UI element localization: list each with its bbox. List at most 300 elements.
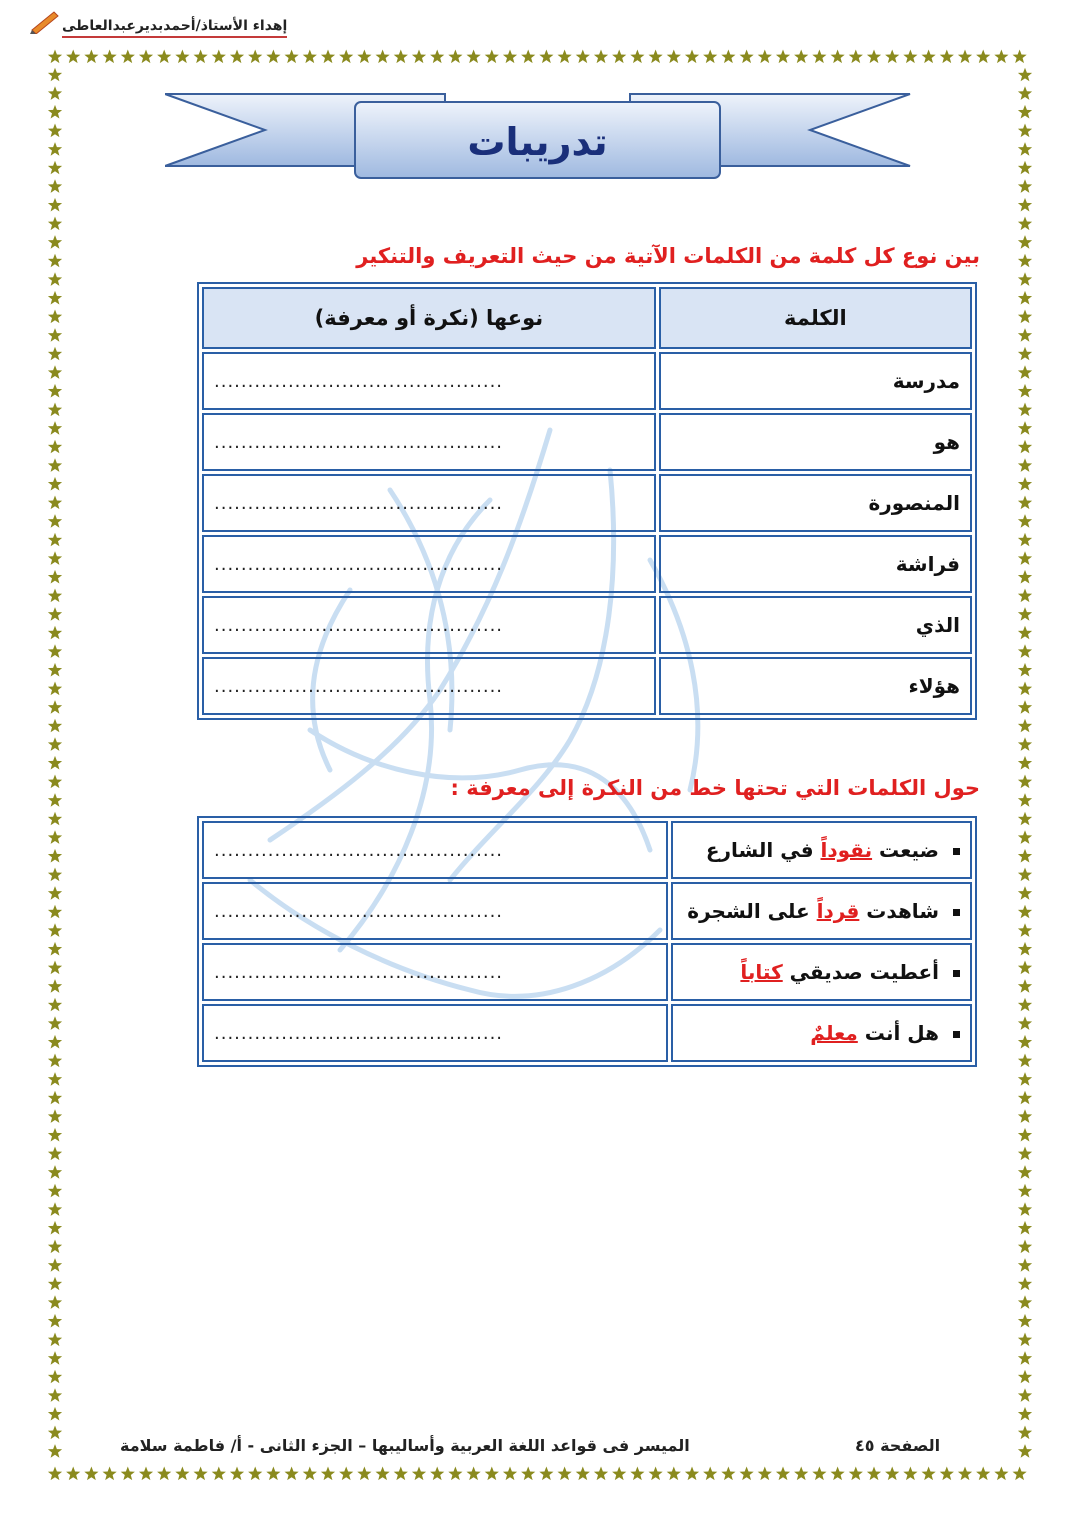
border-star	[703, 1467, 717, 1481]
border-star	[412, 50, 426, 64]
border-star	[1018, 961, 1032, 975]
border-star	[48, 905, 62, 919]
border-star	[994, 1467, 1008, 1481]
table-row	[202, 821, 972, 879]
border-star	[1018, 1426, 1032, 1440]
table-row	[202, 352, 972, 410]
border-star	[1018, 793, 1032, 807]
bullet-icon	[953, 970, 960, 977]
border-star	[448, 50, 462, 64]
border-star	[48, 403, 62, 417]
border-star	[48, 942, 62, 956]
border-star	[521, 1467, 535, 1481]
border-star	[157, 50, 171, 64]
border-star	[1018, 477, 1032, 491]
border-star	[867, 1467, 881, 1481]
border-star	[303, 50, 317, 64]
word-cell: هو	[659, 413, 972, 471]
sentence-cell: ضيعت نقوداً في الشارع	[671, 821, 972, 879]
sentence-cell: هل أنت معلمٌ	[671, 1004, 972, 1062]
border-star	[48, 886, 62, 900]
border-star	[48, 1467, 62, 1481]
border-star	[1018, 626, 1032, 640]
border-star	[48, 142, 62, 156]
border-star	[48, 1351, 62, 1365]
border-star	[448, 1467, 462, 1481]
border-star	[376, 50, 390, 64]
border-star	[1018, 1054, 1032, 1068]
border-star	[194, 50, 208, 64]
border-star	[1018, 421, 1032, 435]
border-star	[1018, 719, 1032, 733]
border-star	[48, 1035, 62, 1049]
border-star	[831, 50, 845, 64]
footer-page-number: الصفحة ٤٥	[855, 1436, 941, 1455]
border-star	[48, 663, 62, 677]
answer-blank[interactable]: ...........................................	[202, 413, 656, 471]
border-star	[1018, 1333, 1032, 1347]
border-star	[1013, 50, 1027, 64]
answer-blank[interactable]: ...........................................	[202, 821, 668, 879]
border-star	[1018, 1407, 1032, 1421]
table-row	[202, 596, 972, 654]
border-star	[48, 217, 62, 231]
underlined-word: كتاباً	[740, 960, 783, 984]
border-star	[48, 682, 62, 696]
border-star	[266, 50, 280, 64]
border-star	[48, 124, 62, 138]
border-star	[1018, 775, 1032, 789]
border-star	[48, 923, 62, 937]
border-star	[1018, 254, 1032, 268]
border-star	[940, 50, 954, 64]
exercise2-instruction: حول الكلمات التي تحتها خط من النكرة إلى معرفة :	[450, 776, 980, 800]
table-row	[202, 657, 972, 715]
border-star	[48, 607, 62, 621]
border-star	[48, 1444, 62, 1458]
sentence-cell: شاهدت قرداً على الشجرة	[671, 882, 972, 940]
footer-book-title: الميسر فى قواعد اللغة العربية وأساليبها – الجزء الثانى - أ/ فاطمة سلامة	[120, 1436, 690, 1455]
border-star	[1018, 1165, 1032, 1179]
border-star	[1018, 551, 1032, 565]
border-star	[776, 1467, 790, 1481]
border-star	[1018, 830, 1032, 844]
border-star	[1018, 1258, 1032, 1272]
border-star	[1013, 1467, 1027, 1481]
answer-blank[interactable]: ...........................................	[202, 596, 656, 654]
border-star	[84, 50, 98, 64]
border-star	[649, 1467, 663, 1481]
border-star	[48, 812, 62, 826]
border-star	[48, 1277, 62, 1291]
border-star	[1018, 998, 1032, 1012]
border-star	[758, 1467, 772, 1481]
border-star	[66, 1467, 80, 1481]
border-star	[1018, 682, 1032, 696]
border-star	[1018, 365, 1032, 379]
border-star	[976, 1467, 990, 1481]
border-star	[48, 719, 62, 733]
border-star	[1018, 1072, 1032, 1086]
border-star	[485, 50, 499, 64]
border-star	[1018, 812, 1032, 826]
border-star	[357, 50, 371, 64]
border-star	[48, 458, 62, 472]
border-star	[1018, 1109, 1032, 1123]
border-star	[576, 1467, 590, 1481]
border-star	[48, 477, 62, 491]
border-star	[48, 533, 62, 547]
border-star	[48, 700, 62, 714]
border-star	[721, 50, 735, 64]
border-star	[230, 1467, 244, 1481]
border-star	[48, 570, 62, 584]
border-star	[48, 421, 62, 435]
border-star	[594, 50, 608, 64]
border-star	[48, 1388, 62, 1402]
border-star	[630, 1467, 644, 1481]
border-star	[48, 1128, 62, 1142]
underlined-word: معلمٌ	[810, 1021, 858, 1045]
word-cell: فراشة	[659, 535, 972, 593]
border-star	[430, 50, 444, 64]
border-star	[175, 1467, 189, 1481]
table-row	[202, 535, 972, 593]
border-star	[539, 1467, 553, 1481]
border-star	[594, 1467, 608, 1481]
border-star	[1018, 1221, 1032, 1235]
border-star	[339, 50, 353, 64]
border-star	[667, 1467, 681, 1481]
border-star	[66, 50, 80, 64]
border-star	[903, 50, 917, 64]
border-star	[139, 50, 153, 64]
border-star	[266, 1467, 280, 1481]
border-star	[1018, 328, 1032, 342]
border-star	[885, 50, 899, 64]
border-star	[849, 1467, 863, 1481]
border-star	[1018, 384, 1032, 398]
border-star	[1018, 1314, 1032, 1328]
border-star	[1018, 347, 1032, 361]
border-star	[576, 50, 590, 64]
word-cell: المنصورة	[659, 474, 972, 532]
answer-blank[interactable]: ...........................................	[202, 882, 668, 940]
border-star	[48, 198, 62, 212]
border-star	[630, 50, 644, 64]
border-star	[1018, 272, 1032, 286]
border-star	[48, 1426, 62, 1440]
border-star	[48, 328, 62, 342]
border-star	[48, 1091, 62, 1105]
table-row	[202, 413, 972, 471]
bullet-icon	[953, 1031, 960, 1038]
dedication-text: إهداء الأستاذ/أحمدبديرعبدالعاطى	[62, 18, 287, 38]
border-star	[48, 1258, 62, 1272]
border-star	[1018, 942, 1032, 956]
border-star	[48, 551, 62, 565]
border-star	[121, 50, 135, 64]
border-star	[48, 1407, 62, 1421]
border-star	[48, 347, 62, 361]
border-star	[48, 626, 62, 640]
border-star	[558, 1467, 572, 1481]
border-star	[175, 50, 189, 64]
table-row	[202, 1004, 972, 1062]
border-star	[539, 50, 553, 64]
border-star	[758, 50, 772, 64]
border-star	[1018, 1147, 1032, 1161]
border-star	[48, 179, 62, 193]
underlined-word: نقوداً	[820, 838, 873, 862]
border-star	[1018, 458, 1032, 472]
border-star	[394, 1467, 408, 1481]
border-star	[1018, 1295, 1032, 1309]
border-star	[1018, 198, 1032, 212]
border-star	[667, 50, 681, 64]
border-star	[1018, 291, 1032, 305]
border-star	[1018, 1370, 1032, 1384]
border-star	[84, 1467, 98, 1481]
border-star	[1018, 86, 1032, 100]
border-star	[48, 1184, 62, 1198]
word-cell: هؤلاء	[659, 657, 972, 715]
border-star	[1018, 1351, 1032, 1365]
border-star	[1018, 105, 1032, 119]
border-star	[1018, 217, 1032, 231]
border-star	[1018, 1444, 1032, 1458]
border-star	[1018, 68, 1032, 82]
border-star	[1018, 1128, 1032, 1142]
border-star	[103, 1467, 117, 1481]
border-star	[940, 1467, 954, 1481]
table-row	[202, 943, 972, 1001]
exercise1-table	[197, 282, 977, 720]
border-star	[48, 1370, 62, 1384]
border-star	[558, 50, 572, 64]
border-star	[685, 50, 699, 64]
border-star	[48, 1054, 62, 1068]
border-star	[1018, 570, 1032, 584]
word-cell: مدرسة	[659, 352, 972, 410]
border-star	[48, 1295, 62, 1309]
border-star	[103, 50, 117, 64]
border-star	[812, 50, 826, 64]
border-star	[1018, 1202, 1032, 1216]
border-star	[1018, 235, 1032, 249]
border-star	[1018, 124, 1032, 138]
border-star	[48, 998, 62, 1012]
border-star	[248, 50, 262, 64]
border-star	[48, 1202, 62, 1216]
border-star	[1018, 310, 1032, 324]
border-star	[48, 1072, 62, 1086]
border-star	[48, 1333, 62, 1347]
answer-blank[interactable]: ...........................................	[202, 1004, 668, 1062]
border-star	[48, 86, 62, 100]
border-star	[812, 1467, 826, 1481]
border-star	[48, 272, 62, 286]
border-star	[612, 1467, 626, 1481]
answer-blank[interactable]: ...........................................	[202, 474, 656, 532]
border-star	[831, 1467, 845, 1481]
border-star	[212, 50, 226, 64]
answer-blank[interactable]: ...........................................	[202, 352, 656, 410]
border-star	[48, 961, 62, 975]
border-star	[1018, 142, 1032, 156]
bullet-icon	[953, 848, 960, 855]
border-star	[1018, 1277, 1032, 1291]
border-star	[721, 1467, 735, 1481]
border-star	[794, 50, 808, 64]
underlined-word: قرداً	[816, 899, 860, 923]
border-star	[1018, 737, 1032, 751]
border-star	[1018, 849, 1032, 863]
border-star	[1018, 161, 1032, 175]
border-star	[285, 50, 299, 64]
exercise1-instruction: بين نوع كل كلمة من الكلمات الآتية من حيث التعريف والتنكير	[356, 244, 980, 268]
border-star	[1018, 1240, 1032, 1254]
border-star	[1018, 756, 1032, 770]
table-row	[202, 474, 972, 532]
border-star	[48, 644, 62, 658]
answer-blank[interactable]: ...........................................	[202, 657, 656, 715]
border-star	[1018, 663, 1032, 677]
border-star	[703, 50, 717, 64]
border-star	[48, 775, 62, 789]
border-star	[48, 849, 62, 863]
border-star	[1018, 1091, 1032, 1105]
border-star	[1018, 644, 1032, 658]
border-star	[48, 1109, 62, 1123]
border-star	[1018, 607, 1032, 621]
border-star	[412, 1467, 426, 1481]
border-star	[1018, 1184, 1032, 1198]
border-star	[339, 1467, 353, 1481]
border-star	[48, 1314, 62, 1328]
border-star	[48, 1240, 62, 1254]
border-star	[885, 1467, 899, 1481]
border-star	[994, 50, 1008, 64]
border-star	[157, 1467, 171, 1481]
border-star	[303, 1467, 317, 1481]
border-star	[48, 1165, 62, 1179]
border-star	[612, 50, 626, 64]
border-star	[1018, 868, 1032, 882]
border-star	[48, 365, 62, 379]
border-star	[48, 496, 62, 510]
exercise2-table	[197, 816, 977, 1067]
border-star	[1018, 533, 1032, 547]
border-star	[467, 50, 481, 64]
border-star	[48, 50, 62, 64]
border-star	[121, 1467, 135, 1481]
border-star	[48, 1016, 62, 1030]
border-star	[48, 589, 62, 603]
border-star	[1018, 886, 1032, 900]
border-star	[1018, 923, 1032, 937]
border-star	[976, 50, 990, 64]
border-star	[48, 737, 62, 751]
word-cell: الذي	[659, 596, 972, 654]
column-header-word: الكلمة	[659, 287, 972, 349]
border-star	[503, 1467, 517, 1481]
border-star	[467, 1467, 481, 1481]
border-star	[922, 50, 936, 64]
border-star	[48, 310, 62, 324]
border-star	[1018, 496, 1032, 510]
border-star	[48, 68, 62, 82]
border-star	[357, 1467, 371, 1481]
sentence-cell: أعطيت صديقي كتاباً	[671, 943, 972, 1001]
border-star	[139, 1467, 153, 1481]
border-star	[740, 1467, 754, 1481]
border-star	[212, 1467, 226, 1481]
bullet-icon	[953, 909, 960, 916]
column-header-type: نوعها (نكرة أو معرفة)	[202, 287, 656, 349]
border-star	[48, 161, 62, 175]
border-star	[1018, 979, 1032, 993]
border-star	[1018, 1035, 1032, 1049]
border-star	[321, 1467, 335, 1481]
border-star	[740, 50, 754, 64]
answer-blank[interactable]: ...........................................	[202, 943, 668, 1001]
border-star	[867, 50, 881, 64]
border-star	[521, 50, 535, 64]
banner-title: تدريبات	[467, 120, 608, 164]
border-star	[958, 50, 972, 64]
border-star	[1018, 403, 1032, 417]
border-star	[48, 440, 62, 454]
border-star	[48, 1147, 62, 1161]
border-star	[48, 793, 62, 807]
border-star	[194, 1467, 208, 1481]
border-star	[430, 1467, 444, 1481]
border-star	[48, 756, 62, 770]
answer-blank[interactable]: ...........................................	[202, 535, 656, 593]
border-star	[48, 235, 62, 249]
border-star	[1018, 905, 1032, 919]
border-star	[1018, 179, 1032, 193]
border-star	[685, 1467, 699, 1481]
border-star	[485, 1467, 499, 1481]
border-star	[230, 50, 244, 64]
border-star	[376, 1467, 390, 1481]
border-star	[48, 514, 62, 528]
border-star	[1018, 1388, 1032, 1402]
border-star	[794, 1467, 808, 1481]
table-header-row	[202, 287, 972, 349]
border-star	[48, 868, 62, 882]
border-star	[922, 1467, 936, 1481]
border-star	[48, 830, 62, 844]
border-star	[1018, 589, 1032, 603]
border-star	[321, 50, 335, 64]
table-row	[202, 882, 972, 940]
border-star	[248, 1467, 262, 1481]
border-star	[48, 254, 62, 268]
border-star	[1018, 1016, 1032, 1030]
border-star	[48, 105, 62, 119]
border-star	[958, 1467, 972, 1481]
border-star	[48, 384, 62, 398]
border-star	[776, 50, 790, 64]
border-star	[1018, 514, 1032, 528]
border-star	[1018, 440, 1032, 454]
border-star	[649, 50, 663, 64]
border-star	[48, 1221, 62, 1235]
border-star	[285, 1467, 299, 1481]
